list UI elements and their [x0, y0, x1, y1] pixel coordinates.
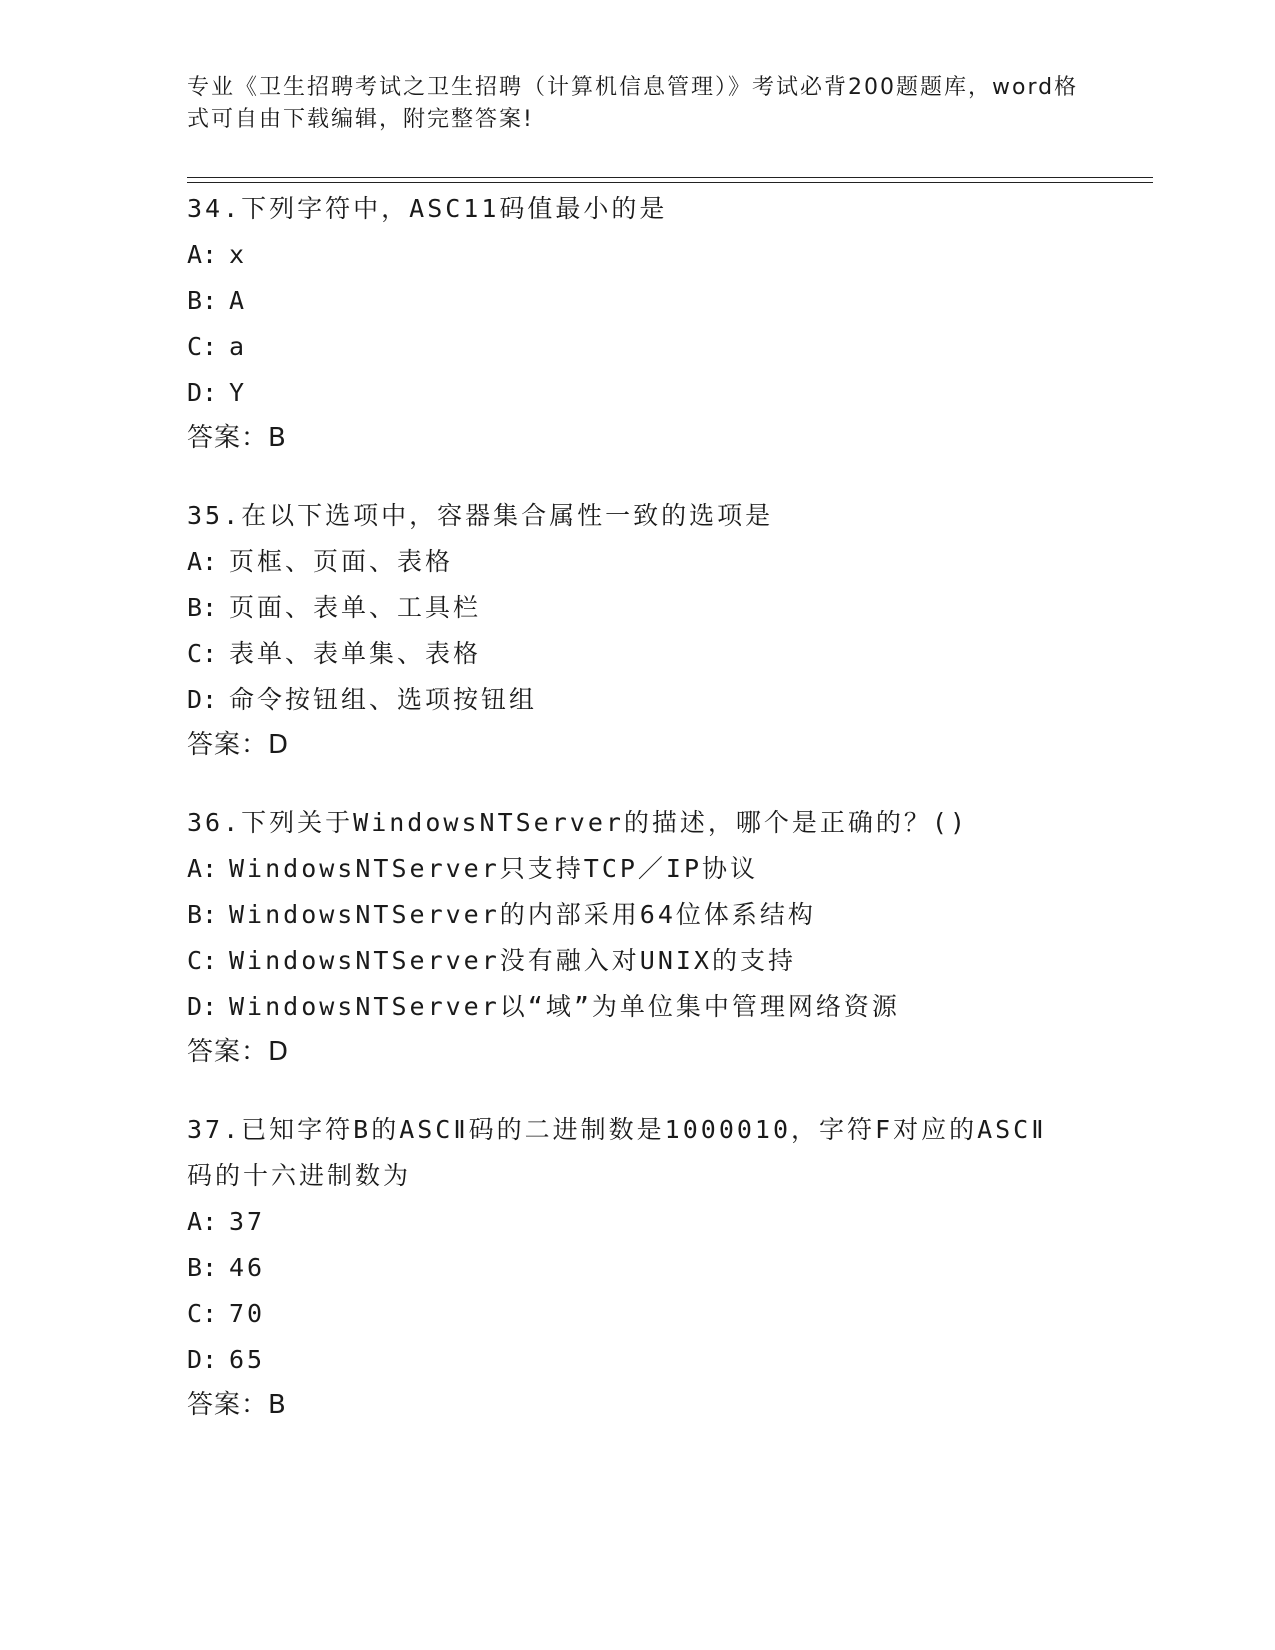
option-key: C: [187, 946, 218, 975]
question-stem: 37.已知字符B的ASCⅡ码的二进制数是1000010，字符F对应的ASCⅡ码的十六进制数为 [187, 1115, 1047, 1190]
answer-line: 答案：B [187, 1390, 287, 1420]
question-stem: 35.在以下选项中，容器集合属性一致的选项是 [187, 501, 774, 530]
option-a [187, 846, 1153, 892]
option-c [187, 324, 1153, 370]
option-key: B: [187, 593, 218, 622]
option-text: 70 [229, 1299, 266, 1328]
option-key: C: [187, 1299, 218, 1328]
option-text: A [229, 286, 248, 315]
option-b [187, 278, 1153, 324]
option-b [187, 1245, 1153, 1291]
option-text: Y [229, 378, 248, 407]
option-key: C: [187, 332, 218, 361]
option-key: D: [187, 685, 218, 714]
document-intro [187, 72, 1097, 136]
option-text: 37 [229, 1207, 266, 1236]
answer-line: 答案：D [187, 730, 290, 760]
option-d [187, 677, 1153, 723]
option-key: B: [187, 286, 218, 315]
option-key: D: [187, 1345, 218, 1374]
option-key: A: [187, 854, 218, 883]
question-37 [187, 1107, 1153, 1427]
option-a [187, 1199, 1153, 1245]
option-key: D: [187, 378, 218, 407]
option-key: A: [187, 1207, 218, 1236]
option-key: B: [187, 900, 218, 929]
answer-line: 答案：D [187, 1037, 290, 1067]
option-text: WindowsNTServer以“域”为单位集中管理网络资源 [229, 992, 900, 1021]
option-key: B: [187, 1253, 218, 1282]
option-text: 表单、表单集、表格 [229, 639, 482, 668]
header-rule-top [187, 177, 1153, 178]
question-stem: 34.下列字符中，ASC11码值最小的是 [187, 194, 668, 223]
option-text: WindowsNTServer只支持TCP／IP协议 [229, 854, 759, 883]
option-b [187, 585, 1153, 631]
option-a [187, 232, 1153, 278]
option-key: A: [187, 547, 218, 576]
option-text: 命令按钮组、选项按钮组 [229, 685, 538, 714]
option-text: 65 [229, 1345, 266, 1374]
question-34 [187, 186, 1153, 460]
option-d [187, 1337, 1153, 1383]
option-text: WindowsNTServer的内部采用64位体系结构 [229, 900, 816, 929]
option-a [187, 539, 1153, 585]
question-36 [187, 800, 1153, 1074]
option-c [187, 1291, 1153, 1337]
option-text: WindowsNTServer没有融入对UNIX的支持 [229, 946, 796, 975]
question-list [187, 186, 1153, 1460]
option-text: a [229, 332, 248, 361]
answer-line: 答案：B [187, 423, 287, 453]
option-text: 46 [229, 1253, 266, 1282]
option-key: A: [187, 240, 218, 269]
intro-text: 专业《卫生招聘考试之卫生招聘（计算机信息管理）》考试必背200题题库，word格式可自由下载编辑，附完整答案! [187, 75, 1079, 132]
option-b [187, 892, 1153, 938]
option-text: x [229, 240, 248, 269]
option-d [187, 984, 1153, 1030]
option-key: C: [187, 639, 218, 668]
option-d [187, 370, 1153, 416]
option-c [187, 938, 1153, 984]
option-c [187, 631, 1153, 677]
question-35 [187, 493, 1153, 767]
option-text: 页面、表单、工具栏 [229, 593, 482, 622]
header-rule-bottom [187, 182, 1153, 183]
question-stem: 36.下列关于WindowsNTServer的描述，哪个是正确的？() [187, 808, 969, 837]
option-key: D: [187, 992, 218, 1021]
option-text: 页框、页面、表格 [229, 547, 454, 576]
